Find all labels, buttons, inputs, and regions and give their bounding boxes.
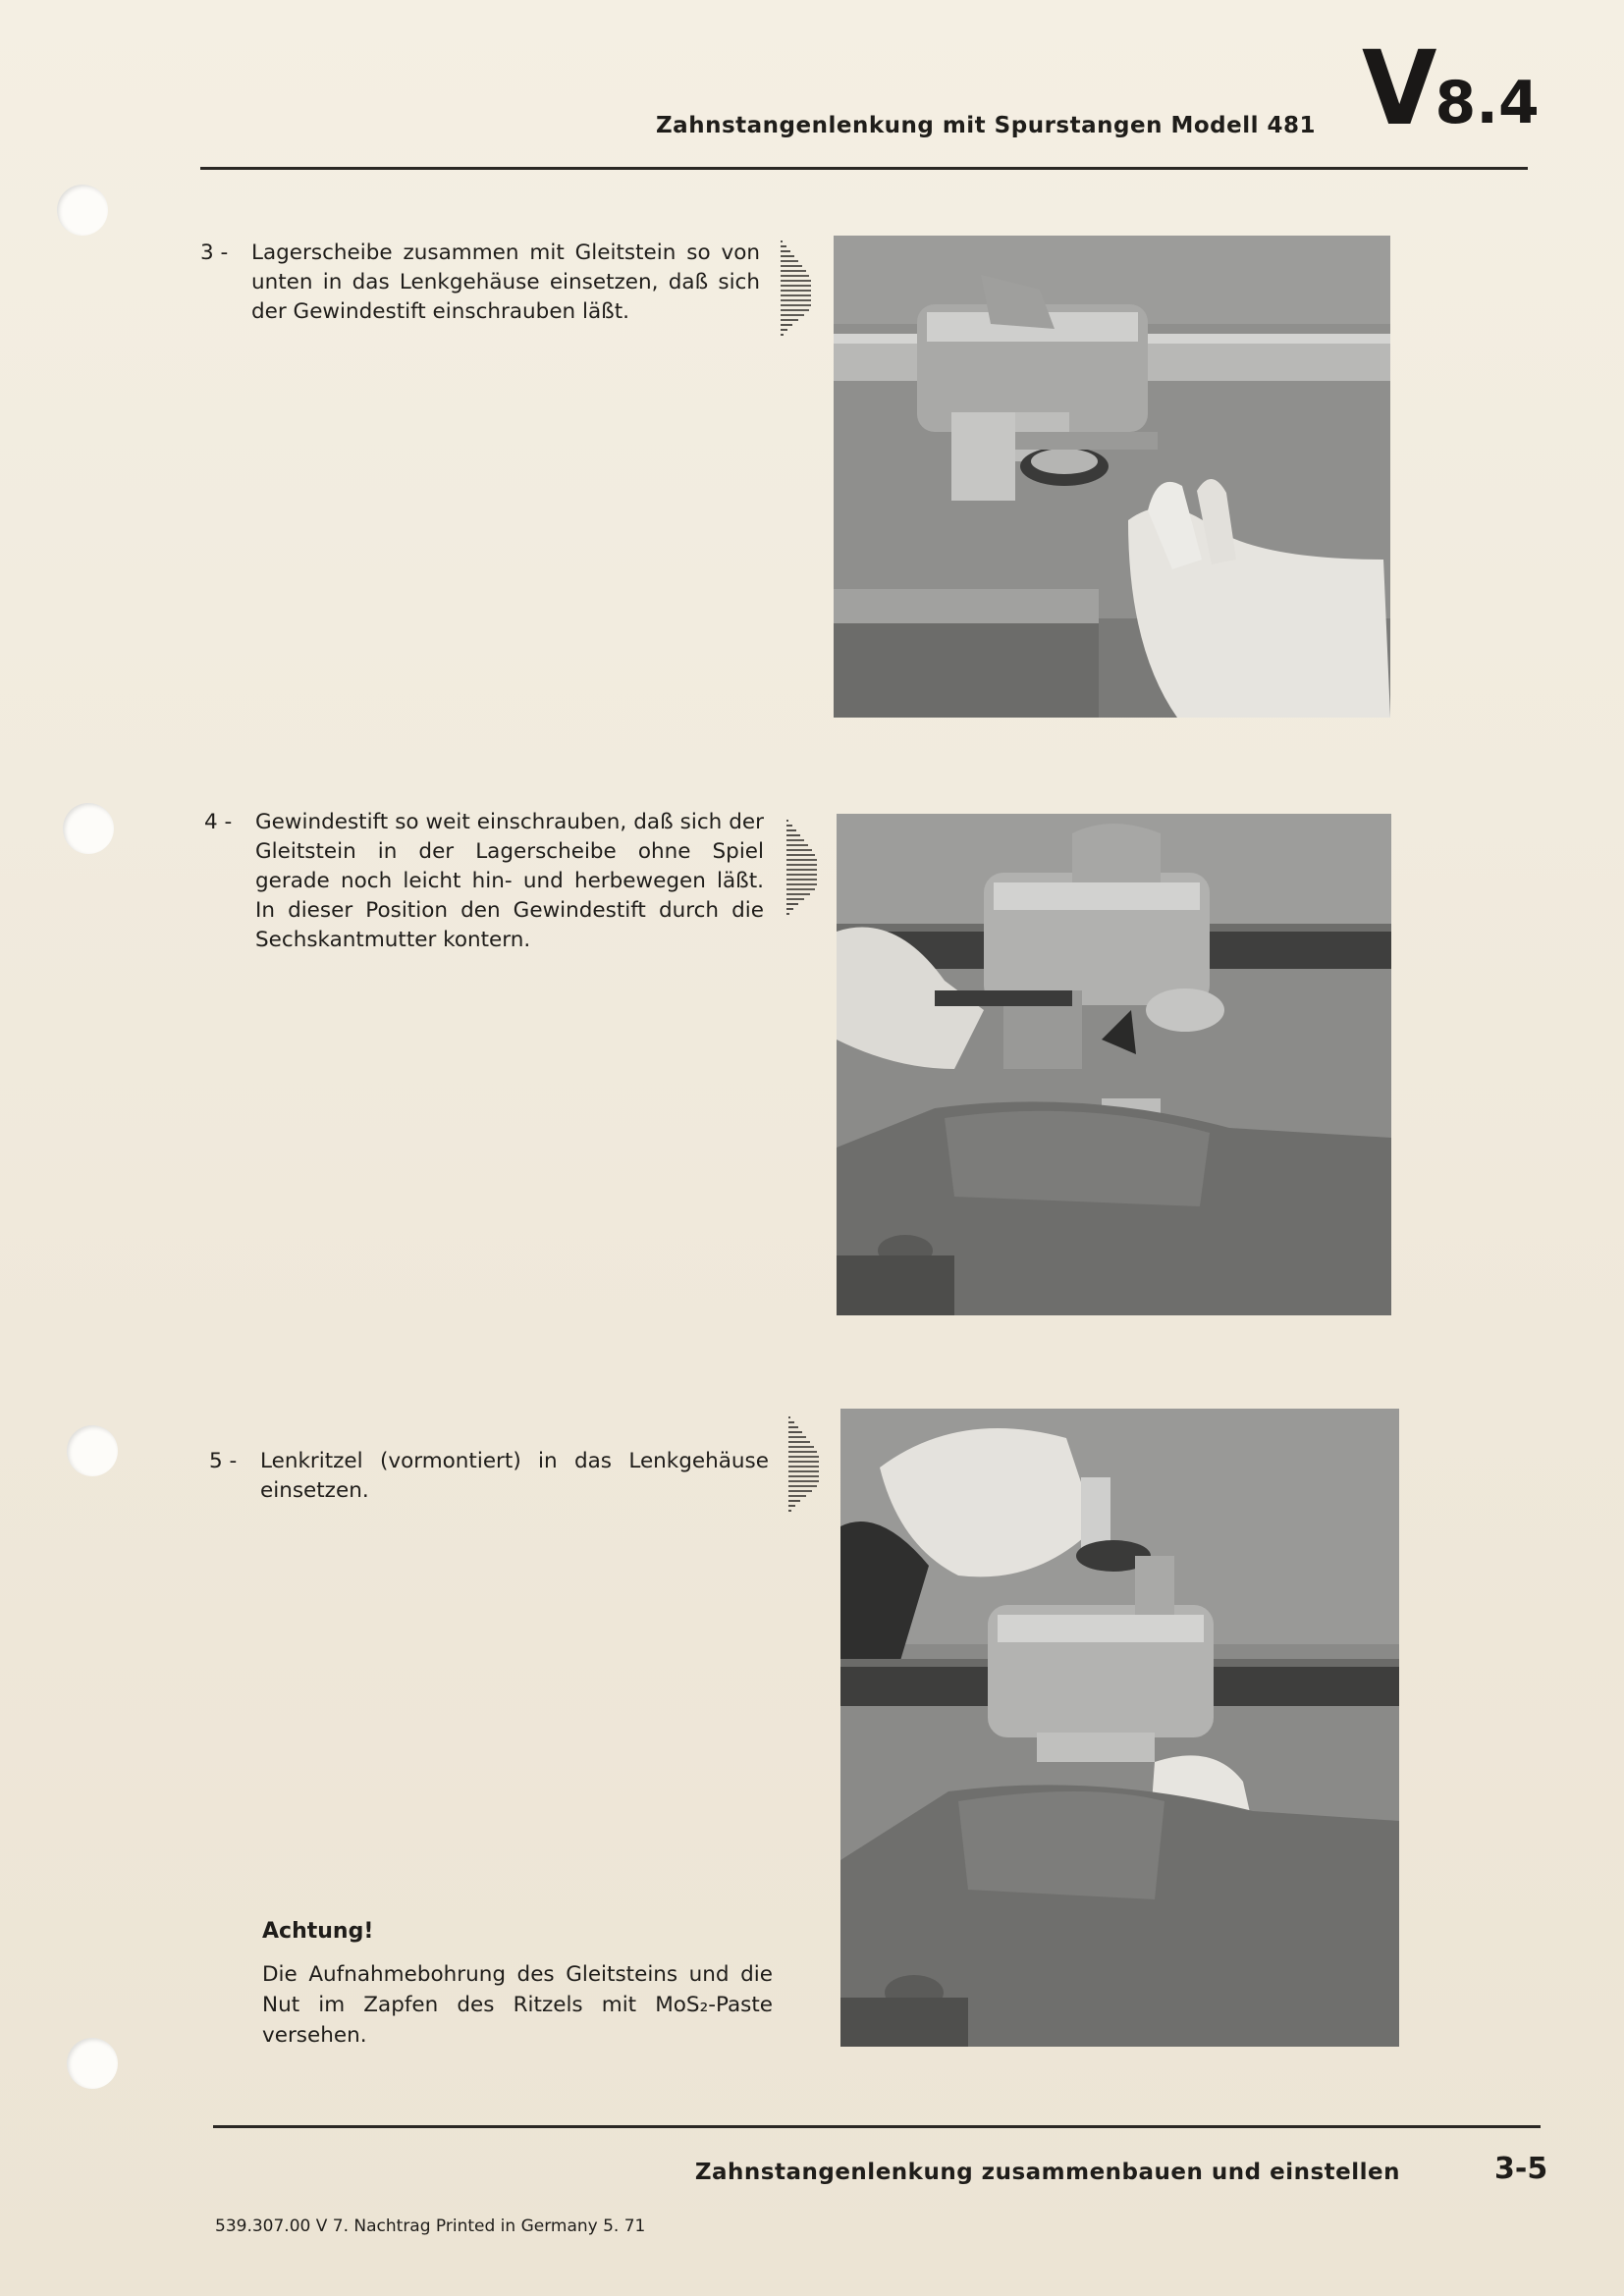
step-4 [204,808,764,955]
note-title: Achtung! [262,1919,374,1944]
photo-bearing-plate-insertion [834,236,1390,718]
punch-hole [63,803,114,854]
footer-section-title: Zahnstangenlenkung zusammenbauen und einstellen [694,2160,1400,2185]
step-number: 4 - [204,810,233,834]
footer-rule [213,2125,1541,2128]
section-code [1360,28,1540,148]
step-number: 5 - [209,1449,238,1473]
arrow-right-icon [785,817,818,925]
step-text: Lagerscheibe zusammen mit Gleitstein so von unten in das Lenkgehäuse einsetzen, daß sich der Gewindestift einschrauben läßt. [251,240,760,324]
step-5 [209,1447,769,1506]
photo-set-screw-adjustment [837,814,1391,1315]
photo-pinion-insertion [840,1409,1399,2047]
print-info: 539.307.00 V 7. Nachtrag Printed in Germany 5. 71 [215,2216,646,2236]
punch-hole [57,185,108,236]
note-text: Die Aufnahmebohrung des Gleitsteins und die Nut im Zapfen des Ritzels mit MoS₂-Paste versehen. [262,1962,773,2048]
section-code-number: 8.4 [1435,69,1540,137]
arrow-right-icon [779,238,812,346]
page-number: 3-5 [1494,2152,1548,2186]
step-text: Lenkritzel (vormontiert) in das Lenkgehäuse einsetzen. [260,1449,769,1503]
header-rule [200,167,1528,170]
step-text: Gewindestift so weit einschrauben, daß sich der Gleitstein in der Lagerscheibe ohne Spiel gerade noch leicht hin- und herbewegen läßt. In dieser Position den Gewindestift durch die Sechskantmutter kontern. [255,810,764,952]
step-number: 3 - [200,240,229,265]
step-3 [200,239,760,327]
section-code-letter: V [1362,28,1437,148]
punch-hole [67,2038,118,2089]
header-title: Zahnstangenlenkung mit Spurstangen Modell 481 [656,113,1316,138]
punch-hole [67,1425,118,1476]
arrow-right-icon [786,1414,820,1522]
